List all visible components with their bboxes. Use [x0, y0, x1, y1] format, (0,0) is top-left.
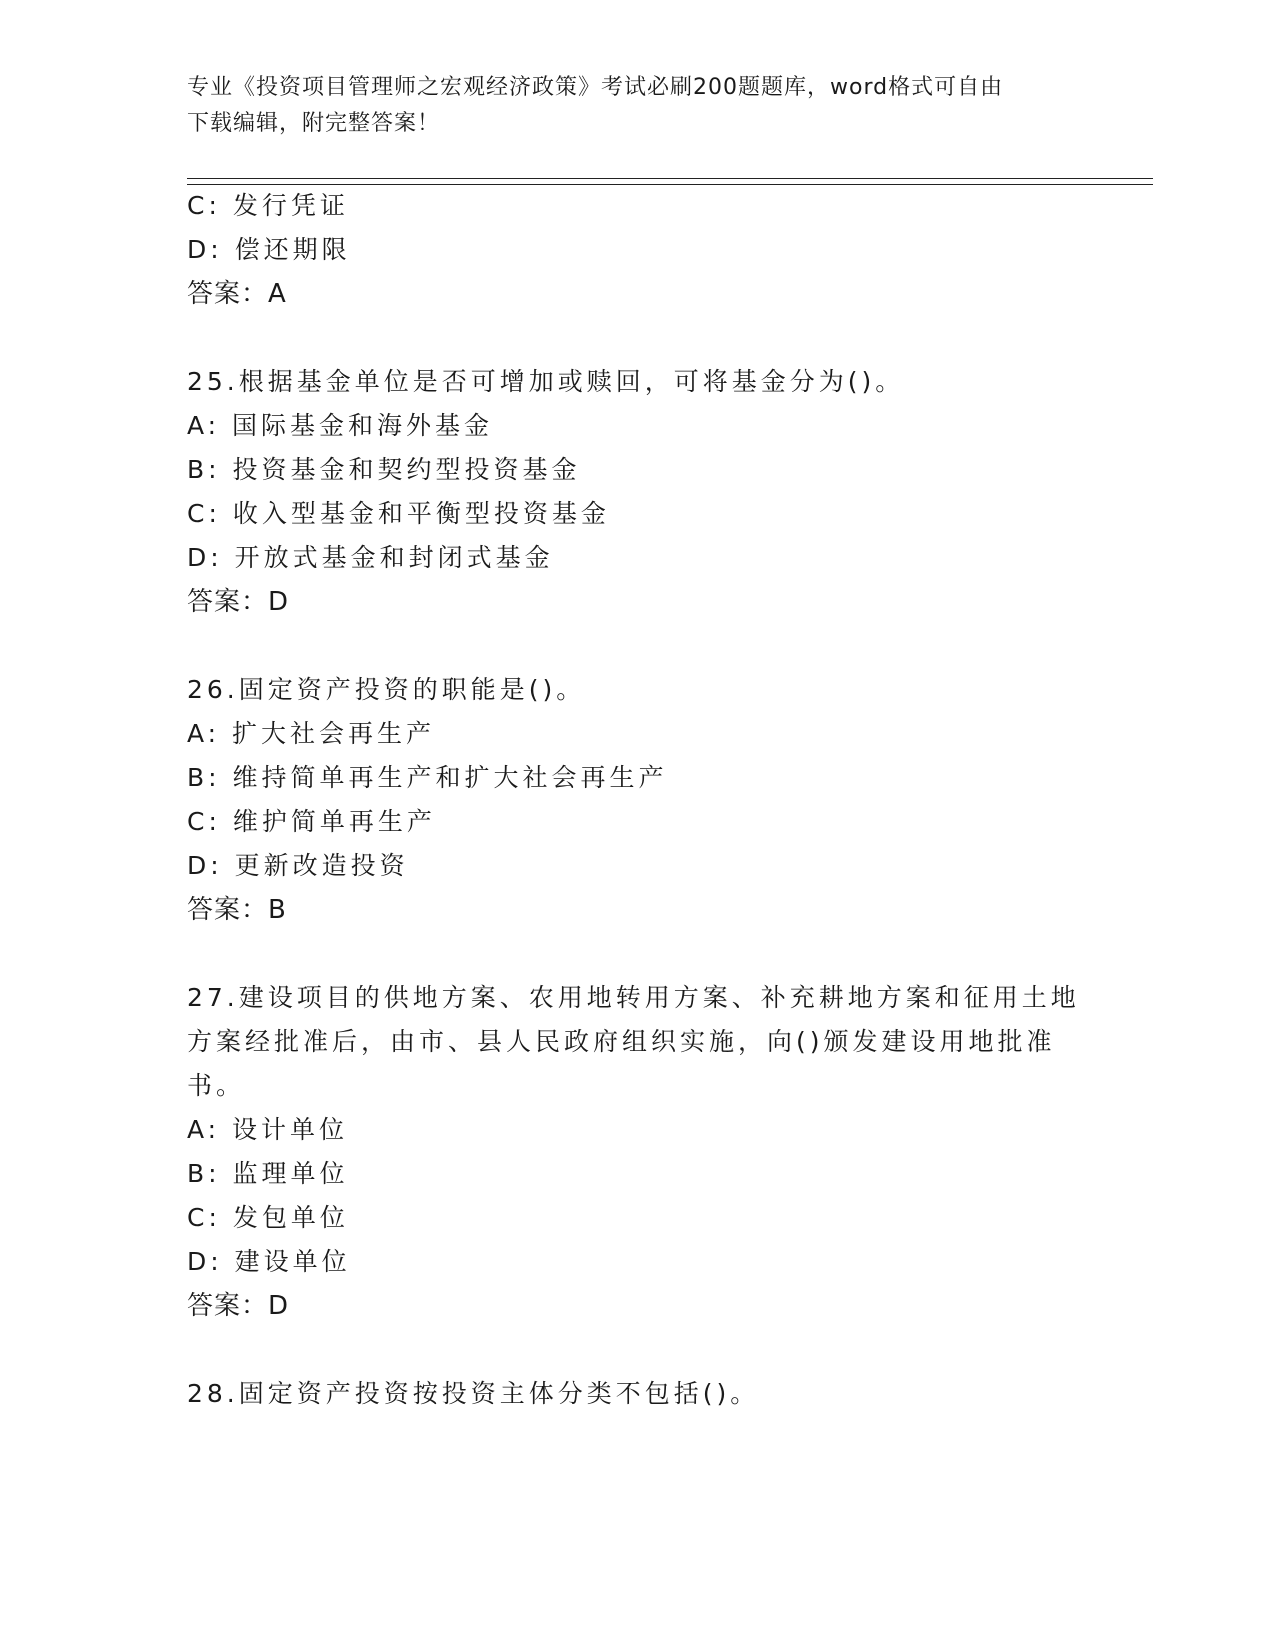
q26-answer: 答案：B — [187, 895, 287, 925]
q25-option-b: B: 投资基金和契约型投资基金 — [187, 455, 581, 484]
q27-option-a: A: 设计单位 — [187, 1115, 349, 1144]
q25-option-a: A: 国际基金和海外基金 — [187, 411, 494, 440]
q25-option-c: C: 收入型基金和平衡型投资基金 — [187, 499, 610, 528]
q24-option-d: D: 偿还期限 — [187, 235, 351, 264]
q28-question: 28.固定资产投资按投资主体分类不包括()。 — [187, 1379, 760, 1408]
q26-option-a: A: 扩大社会再生产 — [187, 719, 436, 748]
q27-question-line-1: 27.建设项目的供地方案、农用地转用方案、补充耕地方案和征用土地 — [187, 983, 1080, 1012]
header-divider-top — [187, 178, 1153, 179]
q27-option-c: C: 发包单位 — [187, 1203, 349, 1232]
document-header — [187, 70, 1077, 142]
header-line-2: 下载编辑，附完整答案！ — [187, 111, 441, 136]
q25-answer: 答案：D — [187, 587, 290, 617]
q27-question-line-3: 书。 — [187, 1071, 246, 1100]
q26-question: 26.固定资产投资的职能是()。 — [187, 675, 586, 704]
header-line-1: 专业《投资项目管理师之宏观经济政策》考试必刷200题题库，word格式可自由 — [187, 75, 1004, 100]
header-divider-bottom — [187, 184, 1153, 185]
q26-option-b: B: 维持简单再生产和扩大社会再生产 — [187, 763, 668, 792]
q27-answer: 答案：D — [187, 1291, 290, 1321]
q24-option-c: C: 发行凭证 — [187, 191, 349, 220]
q25-question: 25.根据基金单位是否可增加或赎回，可将基金分为()。 — [187, 367, 905, 396]
q24-answer: 答案：A — [187, 279, 287, 309]
q26-option-d: D: 更新改造投资 — [187, 851, 409, 880]
q25-option-d: D: 开放式基金和封闭式基金 — [187, 543, 554, 572]
q26-option-c: C: 维护简单再生产 — [187, 807, 436, 836]
q27-question-line-2: 方案经批准后，由市、县人民政府组织实施，向()颁发建设用地批准 — [187, 1027, 1056, 1056]
q27-option-b: B: 监理单位 — [187, 1159, 349, 1188]
q27-option-d: D: 建设单位 — [187, 1247, 351, 1276]
